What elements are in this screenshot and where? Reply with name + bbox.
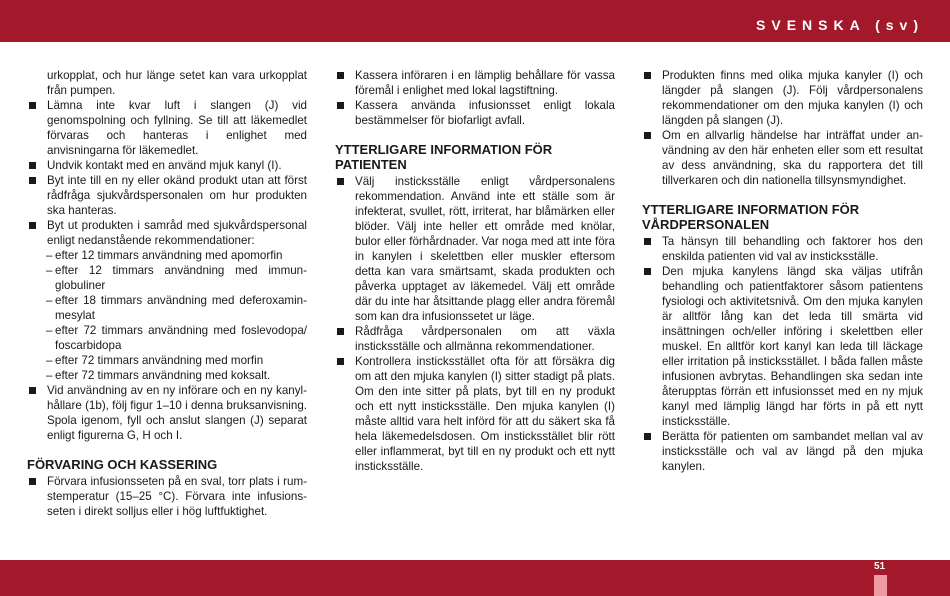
list-item-text: Kassera införaren i en lämplig behållare för vassa föremål i enlighet med lokal lagstiftning. — [355, 69, 615, 97]
list-item — [27, 368, 307, 383]
list-item-text: Undvik kontakt med en använd mjuk kanyl (I). — [47, 159, 282, 172]
list-item-text: Vid användning av en ny införare och en ny kanylhållare (1b), följ figur 1–10 i denna bruksanvisning. Spola igenom, fyll och anslut slangen (J) separat enligt figurerna G, H och I. — [47, 384, 307, 442]
column-1 — [27, 68, 307, 519]
list-item-text: Rådfråga vårdpersonalen om att växla insticksställe och allmänna rekommendationer. — [355, 325, 615, 353]
language-label: SVENSKA (sv) — [756, 17, 924, 33]
list-item — [642, 128, 923, 188]
list-item-text: efter 18 timmars användning med deferoxaminmesylat — [55, 294, 307, 322]
list-item — [335, 324, 615, 354]
column-3 — [642, 68, 923, 474]
col1-list — [27, 68, 307, 443]
list-item-text: Byt ut produkten i samråd med sjukvårdspersonal enligt nedanstående rekommendationer: — [47, 219, 307, 247]
list-item-text: efter 72 timmars användning med koksalt. — [55, 369, 271, 382]
dash-mark: – — [46, 264, 53, 277]
list-item-text: Om en allvarlig händelse har inträffat under användning av den här enheten eller som ett resultat av dess användning, ska du rapportera det till tillverkaren och din nationella tillsynsmyndighet. — [662, 129, 923, 187]
list-item-text: Ta hänsyn till behandling och faktorer hos den enskilda patienten vid val av insticksställe. — [662, 235, 923, 263]
list-item-text: efter 12 timmars användning med apomorfin — [55, 249, 283, 262]
column-2 — [335, 68, 615, 474]
list-item-text: efter 72 timmars användning med foslevodopa/ foscarbidopa — [55, 324, 307, 352]
list-item — [27, 248, 307, 263]
list-item-text: Lämna inte kvar luft i slangen (J) vid genomspolning och fyllning. Se till att läkemedlet förvaras och hanteras i enlighet med anvisningarna för läkemedlet. — [47, 99, 307, 157]
list-item — [642, 234, 923, 264]
list-item-text: Den mjuka kanylens längd ska väljas utifrån behandling och patientfaktorer såsom patientens fysiologi och aktivitetsnivå. Om den mjuka kanylen är alltför lång kan det leda till smärta vid insättningen och/eller införing i skelettben eller muskel. En alltför kort kanyl kan leda till läckage eller irritation på insticksstället. I båda fallen måste infusionen avbrytas. Behandlingen ska sedan inte återupptas förrän ett infusionsset med en ny mjuk kanyl med lämplig längd har förts in på ett nytt insticksställe. — [662, 265, 923, 428]
list-item — [642, 429, 923, 474]
list-item — [27, 383, 307, 443]
page-tab — [874, 575, 887, 596]
col2-list-2 — [335, 174, 615, 474]
col1-list-2 — [27, 474, 307, 519]
dash-mark: – — [46, 369, 53, 382]
list-item-text: Kontrollera insticksstället ofta för att försäkra dig om att den mjuka kanylen (I) sitter stadigt på plats. Om den inte sitter på plats, byt till en ny produkt och ett nytt insticksställe. Den mjuka kanylen (I) måste alltid vara helt införd för att du säkert ska få hela läkemedelsdosen. Om insticksstället blir rött eller inflammerat, byt till en ny produkt och ett nytt insticksställe. — [355, 355, 615, 473]
list-item-text: efter 72 timmars användning med morfin — [55, 354, 264, 367]
list-item — [27, 218, 307, 248]
footer-bar — [0, 560, 950, 596]
list-item — [642, 68, 923, 128]
col3-list — [642, 68, 923, 188]
list-item — [335, 354, 615, 474]
list-item-text: Kassera använda infusionsset enligt lokala bestämmelser för biofarligt avfall. — [355, 99, 615, 127]
list-item-text: Berätta för patienten om sambandet mellan val av insticksställe och val av längd på den mjuka kanylen. — [662, 430, 923, 473]
list-item — [27, 173, 307, 218]
dash-mark: – — [46, 354, 53, 367]
list-item — [335, 98, 615, 128]
list-item-text: Förvara infusionsseten på en sval, torr plats i rumstemperatur (15–25 °C). Förvara inte infusionsseten i direkt solljus eller i hög luftfuktighet. — [47, 475, 307, 518]
col3-list-2 — [642, 234, 923, 474]
list-item-text: Byt inte till en ny eller okänd produkt utan att först rådfråga sjukvårdspersonalen om hur produkten ska hanteras. — [47, 174, 307, 217]
list-item — [27, 353, 307, 368]
list-item — [642, 264, 923, 429]
header-bar — [0, 0, 950, 42]
list-item — [335, 68, 615, 98]
list-item — [27, 323, 307, 353]
list-item — [335, 174, 615, 324]
col2-list — [335, 68, 615, 128]
list-item — [27, 293, 307, 323]
list-item — [27, 68, 307, 98]
list-item-text: urkopplat, och hur länge setet kan vara urkopplat från pumpen. — [47, 69, 307, 97]
list-item-text: Produkten finns med olika mjuka kanyler (I) och längder på slangen (J). Följ vårdpersonalens rekommendationer om den mjuka kanylen (I) och längden på slangen (J). — [662, 69, 923, 127]
list-item — [27, 474, 307, 519]
list-item — [27, 98, 307, 158]
staff-info-heading: YTTERLIGARE INFORMATION FÖR VÅRDPERSONALEN — [642, 202, 860, 232]
list-item — [27, 158, 307, 173]
dash-mark: – — [46, 294, 53, 307]
dash-mark: – — [46, 324, 53, 337]
list-item-text: efter 12 timmars användning med immunglobuliner — [55, 264, 307, 292]
dash-mark: – — [46, 249, 53, 262]
page-number: 51 — [874, 561, 886, 572]
patient-info-heading: YTTERLIGARE INFORMATION FÖR PATIENTEN — [335, 142, 553, 172]
storage-heading: FÖRVARING OCH KASSERING — [27, 457, 218, 472]
list-item — [27, 263, 307, 293]
list-item-text: Välj insticksställe enligt vårdpersonalens rekommendation. Använd inte ett ställe som är infekterat, svullet, rött, irriterat, har blåmärken eller blöder. Välj inte heller ett område med knölar, bulor eller förhårdnader. Var noga med att inte föra in kanylen i skelettben eller muskler eftersom detta kan vara smärtsamt, skada produkten och påverka upptaget av läkemedel. Välj ett område där du inte har åtsittande plagg eller andra föremål som kan dra infusionssetet ur läge. — [355, 175, 615, 323]
